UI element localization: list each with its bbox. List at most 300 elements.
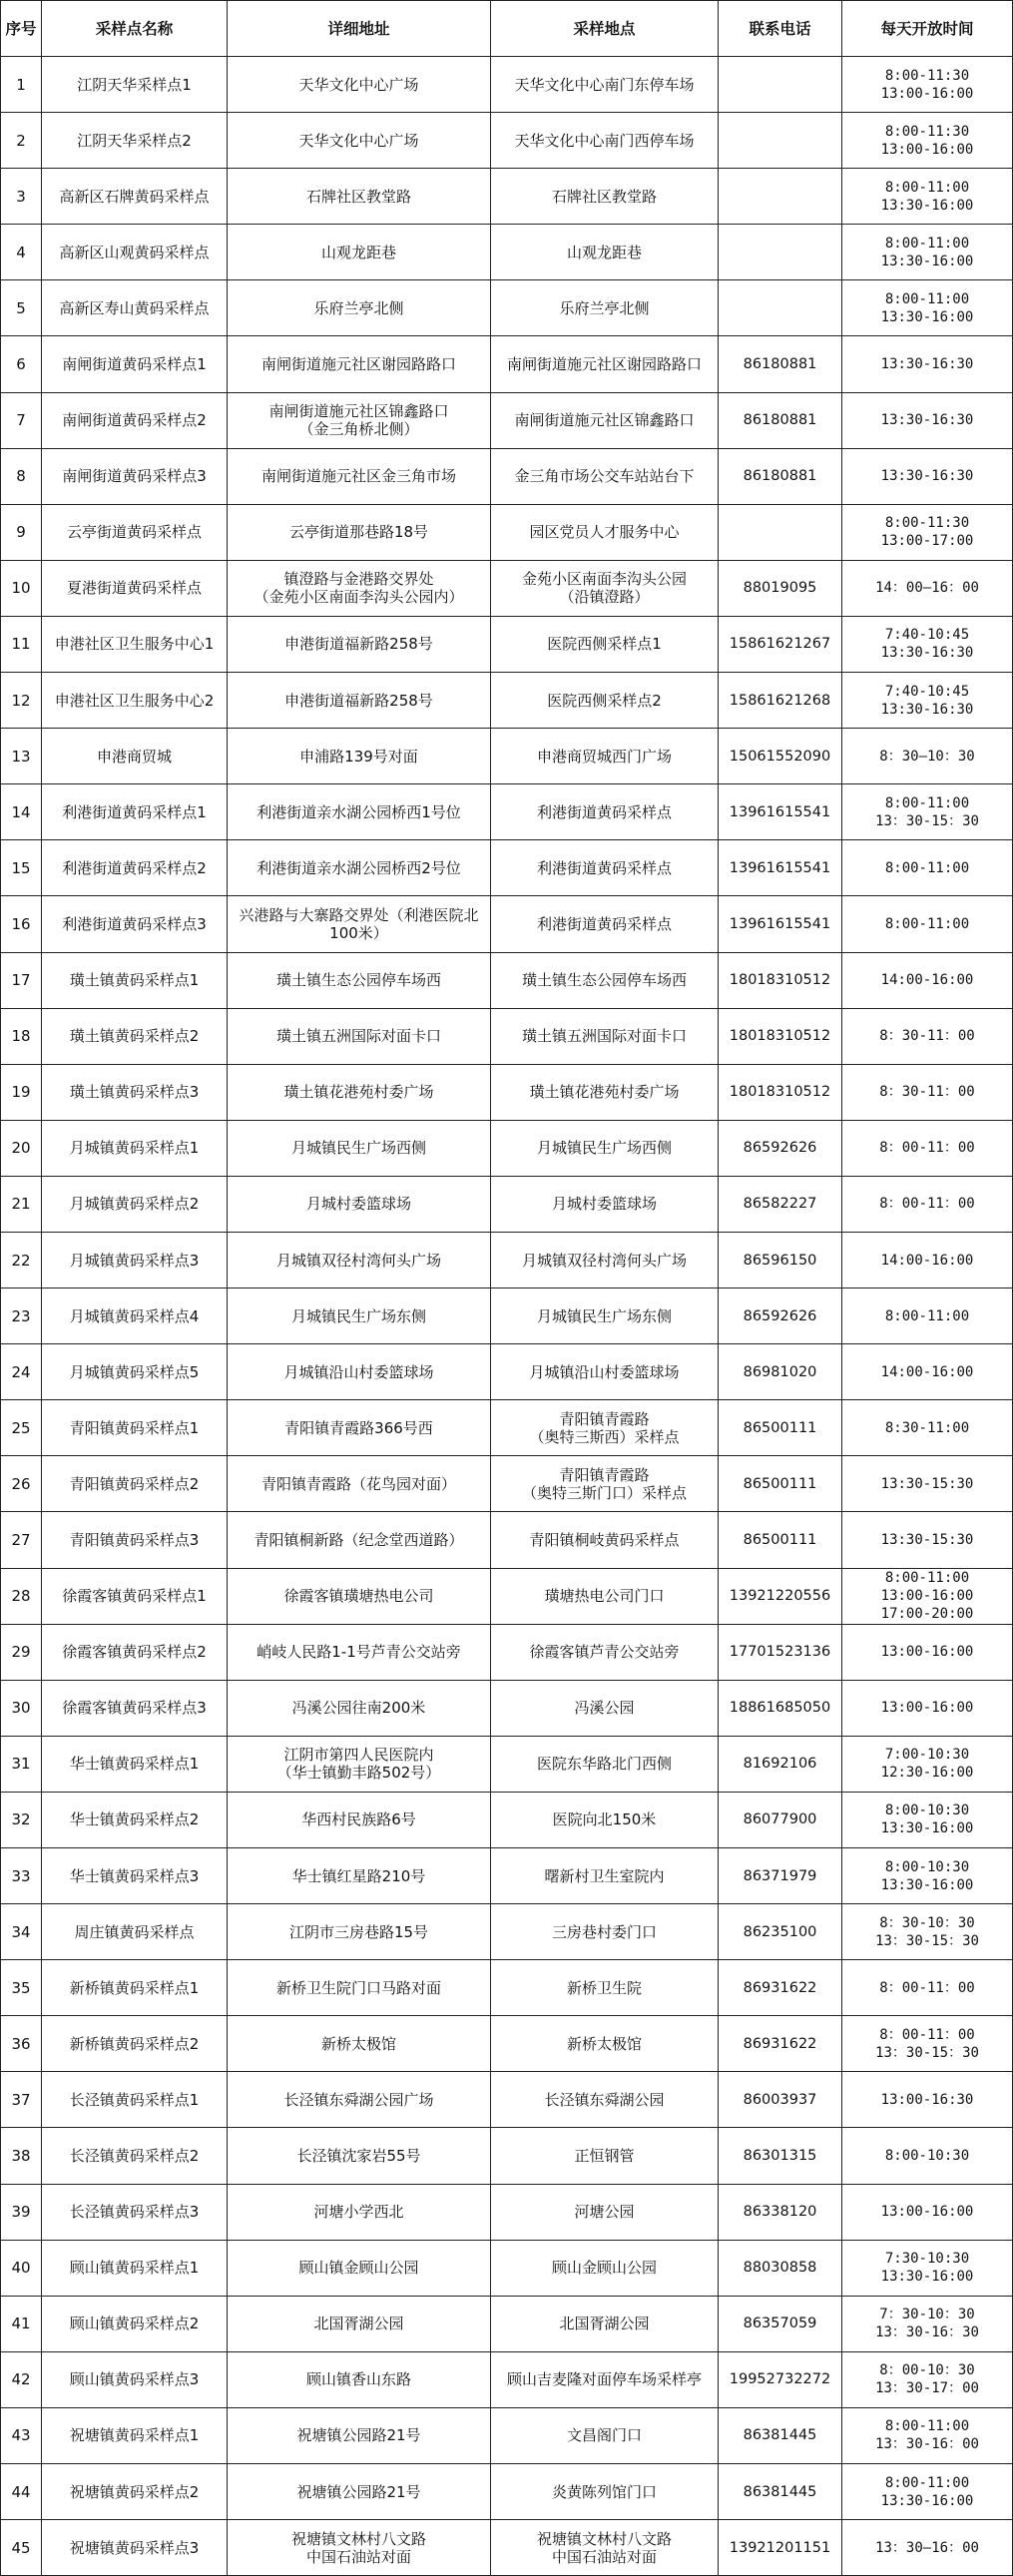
location-cell: 北国胥湖公园 [491, 2296, 719, 2351]
location-cell: 南闸街道施元社区锦鑫路口 [491, 392, 719, 448]
phone-cell: 86301315 [719, 2128, 842, 2184]
table-row [1, 1456, 1013, 1512]
address-cell: 江阴市第四人民医院内 （华士镇勤丰路502号） [228, 1736, 491, 1792]
table-row [1, 1064, 1013, 1120]
table-row [1, 169, 1013, 225]
site-name-cell: 月城镇黄码采样点3 [42, 1232, 228, 1288]
phone-cell: 86931622 [719, 2016, 842, 2072]
location-cell: 乐府兰亭北侧 [491, 280, 719, 336]
site-name-cell: 华士镇黄码采样点2 [42, 1792, 228, 1847]
site-name-cell: 新桥镇黄码采样点1 [42, 1960, 228, 2016]
phone-cell: 86357059 [719, 2296, 842, 2351]
site-name-cell: 华士镇黄码采样点3 [42, 1848, 228, 1904]
address-cell: 江阴市三房巷路15号 [228, 1904, 491, 1960]
hours-cell: 8:00-11:00 13：30-16：00 [842, 2407, 1013, 2463]
location-cell: 月城镇双径村湾何头广场 [491, 1232, 719, 1288]
hours-cell: 8：00-11：00 [842, 1960, 1013, 2016]
site-name-cell: 申港商贸城 [42, 729, 228, 784]
table-row [1, 1848, 1013, 1904]
hours-cell: 13:30-16:30 [842, 336, 1013, 392]
location-cell: 新桥卫生院 [491, 1960, 719, 2016]
location-cell: 园区党员人才服务中心 [491, 504, 719, 560]
row-number-cell: 40 [1, 2240, 42, 2296]
table-row [1, 616, 1013, 672]
hours-cell: 8:00-10:30 13:30-16:00 [842, 1848, 1013, 1904]
address-cell: 祝塘镇文林村八文路 中国石油站对面 [228, 2520, 491, 2576]
site-name-cell: 祝塘镇黄码采样点2 [42, 2464, 228, 2520]
address-cell: 冯溪公园往南200米 [228, 1680, 491, 1736]
row-number-cell: 3 [1, 169, 42, 225]
phone-cell: 13921220556 [719, 1568, 842, 1624]
hours-cell: 8：00-10：30 13：30-17：00 [842, 2351, 1013, 2407]
hours-cell: 8:00-11:00 [842, 1288, 1013, 1344]
location-cell: 利港街道黄码采样点 [491, 840, 719, 896]
table-row [1, 1512, 1013, 1568]
table-row [1, 1736, 1013, 1792]
header-no: 序号 [1, 1, 42, 57]
site-name-cell: 祝塘镇黄码采样点1 [42, 2407, 228, 2463]
site-name-cell: 高新区寿山黄码采样点 [42, 280, 228, 336]
row-number-cell: 15 [1, 840, 42, 896]
table-row [1, 2184, 1013, 2240]
site-name-cell: 南闸街道黄码采样点1 [42, 336, 228, 392]
address-cell: 兴港路与大寨路交界处（利港医院北 100米） [228, 896, 491, 952]
address-cell: 利港街道亲水湖公园桥西1号位 [228, 784, 491, 840]
table-row [1, 113, 1013, 169]
row-number-cell: 31 [1, 1736, 42, 1792]
row-number-cell: 36 [1, 2016, 42, 2072]
phone-cell [719, 113, 842, 169]
hours-cell: 8:00-11:30 13:00-16:00 [842, 57, 1013, 113]
phone-cell: 13961615541 [719, 840, 842, 896]
row-number-cell: 22 [1, 1232, 42, 1288]
hours-cell: 13:30-15:30 [842, 1456, 1013, 1512]
location-cell: 山观龙距巷 [491, 225, 719, 280]
address-cell: 顾山镇金顾山公园 [228, 2240, 491, 2296]
phone-cell: 15861621267 [719, 616, 842, 672]
table-row [1, 2016, 1013, 2072]
location-cell: 月城镇沿山村委篮球场 [491, 1344, 719, 1400]
site-name-cell: 徐霞客镇黄码采样点2 [42, 1624, 228, 1680]
table-row [1, 57, 1013, 113]
site-name-cell: 南闸街道黄码采样点3 [42, 448, 228, 504]
location-cell: 医院向北150米 [491, 1792, 719, 1847]
address-cell: 璜土镇生态公园停车场西 [228, 952, 491, 1008]
site-name-cell: 华士镇黄码采样点1 [42, 1736, 228, 1792]
hours-cell: 13:30-15:30 [842, 1512, 1013, 1568]
address-cell: 祝塘镇公园路21号 [228, 2407, 491, 2463]
row-number-cell: 9 [1, 504, 42, 560]
phone-cell: 86180881 [719, 448, 842, 504]
phone-cell: 86338120 [719, 2184, 842, 2240]
site-name-cell: 新桥镇黄码采样点2 [42, 2016, 228, 2072]
table-row [1, 1120, 1013, 1176]
phone-cell: 86592626 [719, 1288, 842, 1344]
address-cell: 华士镇红星路210号 [228, 1848, 491, 1904]
row-number-cell: 37 [1, 2072, 42, 2128]
phone-cell: 15861621268 [719, 673, 842, 729]
header-name: 采样点名称 [42, 1, 228, 57]
address-cell: 月城村委篮球场 [228, 1176, 491, 1232]
address-cell: 徐霞客镇璜塘热电公司 [228, 1568, 491, 1624]
table-row [1, 2296, 1013, 2351]
phone-cell: 86077900 [719, 1792, 842, 1847]
phone-cell: 18861685050 [719, 1680, 842, 1736]
phone-cell: 86592626 [719, 1120, 842, 1176]
site-name-cell: 月城镇黄码采样点5 [42, 1344, 228, 1400]
site-name-cell: 申港社区卫生服务中心1 [42, 616, 228, 672]
address-cell: 新桥卫生院门口马路对面 [228, 1960, 491, 2016]
header-address: 详细地址 [228, 1, 491, 57]
row-number-cell: 34 [1, 1904, 42, 1960]
location-cell: 金苑小区南面李沟头公园 （沿镇澄路） [491, 560, 719, 616]
table-row [1, 2407, 1013, 2463]
location-cell: 冯溪公园 [491, 1680, 719, 1736]
location-cell: 顾山吉麦隆对面停车场采样亭 [491, 2351, 719, 2407]
row-number-cell: 6 [1, 336, 42, 392]
address-cell: 月城镇民生广场西侧 [228, 1120, 491, 1176]
site-name-cell: 高新区山观黄码采样点 [42, 225, 228, 280]
table-header [1, 1, 1013, 57]
phone-cell: 86500111 [719, 1400, 842, 1456]
phone-cell: 86371979 [719, 1848, 842, 1904]
hours-cell: 13:30-16:30 [842, 448, 1013, 504]
header-phone: 联系电话 [719, 1, 842, 57]
hours-cell: 8：00-11：00 13：30-15：30 [842, 2016, 1013, 2072]
hours-cell: 8:00-11:30 13:00-17:00 [842, 504, 1013, 560]
phone-cell: 81692106 [719, 1736, 842, 1792]
site-name-cell: 申港社区卫生服务中心2 [42, 673, 228, 729]
row-number-cell: 17 [1, 952, 42, 1008]
location-cell: 月城镇民生广场西侧 [491, 1120, 719, 1176]
hours-cell: 8:00-10:30 13:30-16:00 [842, 1792, 1013, 1847]
address-cell: 南闸街道施元社区金三角市场 [228, 448, 491, 504]
location-cell: 璜塘热电公司门口 [491, 1568, 719, 1624]
table-row [1, 504, 1013, 560]
row-number-cell: 11 [1, 616, 42, 672]
phone-cell: 18018310512 [719, 952, 842, 1008]
location-cell: 新桥太极馆 [491, 2016, 719, 2072]
hours-cell: 8:00-11:00 13：30-15：30 [842, 784, 1013, 840]
phone-cell: 86235100 [719, 1904, 842, 1960]
phone-cell: 17701523136 [719, 1624, 842, 1680]
address-cell: 北国胥湖公园 [228, 2296, 491, 2351]
hours-cell: 13:00-16:30 [842, 2072, 1013, 2128]
hours-cell: 7:40-10:45 13:30-16:30 [842, 673, 1013, 729]
site-name-cell: 江阴天华采样点1 [42, 57, 228, 113]
table-row [1, 1400, 1013, 1456]
address-cell: 南闸街道施元社区锦鑫路口 （金三角桥北侧） [228, 392, 491, 448]
row-number-cell: 41 [1, 2296, 42, 2351]
phone-cell: 86596150 [719, 1232, 842, 1288]
location-cell: 利港街道黄码采样点 [491, 896, 719, 952]
hours-cell: 8:00-11:30 13:00-16:00 [842, 113, 1013, 169]
location-cell: 天华文化中心南门西停车场 [491, 113, 719, 169]
address-cell: 云亭街道那巷路18号 [228, 504, 491, 560]
header-location: 采样地点 [491, 1, 719, 57]
location-cell: 河塘公园 [491, 2184, 719, 2240]
row-number-cell: 35 [1, 1960, 42, 2016]
hours-cell: 8:00-11:00 13:30-16:00 [842, 169, 1013, 225]
phone-cell: 86381445 [719, 2407, 842, 2463]
address-cell: 长泾镇沈家岩55号 [228, 2128, 491, 2184]
table-row [1, 225, 1013, 280]
location-cell: 月城村委篮球场 [491, 1176, 719, 1232]
table-row [1, 560, 1013, 616]
row-number-cell: 21 [1, 1176, 42, 1232]
row-number-cell: 33 [1, 1848, 42, 1904]
address-cell: 南闸街道施元社区谢园路路口 [228, 336, 491, 392]
location-cell: 璜土镇生态公园停车场西 [491, 952, 719, 1008]
table-row [1, 448, 1013, 504]
phone-cell: 86981020 [719, 1344, 842, 1400]
location-cell: 医院西侧采样点2 [491, 673, 719, 729]
address-cell: 申港街道福新路258号 [228, 616, 491, 672]
location-cell: 青阳镇青霞路 （奥特三斯门口）采样点 [491, 1456, 719, 1512]
hours-cell: 8:00-11:00 13:30-16:00 [842, 280, 1013, 336]
address-cell: 青阳镇桐新路（纪念堂西道路） [228, 1512, 491, 1568]
address-cell: 璜土镇花港苑村委广场 [228, 1064, 491, 1120]
phone-cell [719, 57, 842, 113]
location-cell: 徐霞客镇芦青公交站旁 [491, 1624, 719, 1680]
address-cell: 峭岐人民路1-1号芦青公交站旁 [228, 1624, 491, 1680]
site-name-cell: 祝塘镇黄码采样点3 [42, 2520, 228, 2576]
table-row [1, 2240, 1013, 2296]
address-cell: 天华文化中心广场 [228, 57, 491, 113]
phone-cell [719, 225, 842, 280]
row-number-cell: 25 [1, 1400, 42, 1456]
phone-cell: 86931622 [719, 1960, 842, 2016]
phone-cell: 18018310512 [719, 1064, 842, 1120]
location-cell: 医院西侧采样点1 [491, 616, 719, 672]
location-cell: 医院东华路北门西侧 [491, 1736, 719, 1792]
site-name-cell: 周庄镇黄码采样点 [42, 1904, 228, 1960]
address-cell: 青阳镇青霞路366号西 [228, 1400, 491, 1456]
address-cell: 璜土镇五洲国际对面卡口 [228, 1008, 491, 1064]
hours-cell: 8：00-11：00 [842, 1176, 1013, 1232]
address-cell: 华西村民族路6号 [228, 1792, 491, 1847]
site-name-cell: 顾山镇黄码采样点2 [42, 2296, 228, 2351]
hours-cell: 13:30-16:30 [842, 392, 1013, 448]
site-name-cell: 青阳镇黄码采样点1 [42, 1400, 228, 1456]
hours-cell: 7:00-10:30 12:30-16:00 [842, 1736, 1013, 1792]
table-row [1, 2128, 1013, 2184]
phone-cell: 18018310512 [719, 1008, 842, 1064]
location-cell: 利港街道黄码采样点 [491, 784, 719, 840]
row-number-cell: 32 [1, 1792, 42, 1847]
phone-cell [719, 169, 842, 225]
location-cell: 石牌社区教堂路 [491, 169, 719, 225]
address-cell: 月城镇沿山村委篮球场 [228, 1344, 491, 1400]
table-row [1, 2464, 1013, 2520]
site-name-cell: 高新区石牌黄码采样点 [42, 169, 228, 225]
phone-cell: 86381445 [719, 2464, 842, 2520]
row-number-cell: 29 [1, 1624, 42, 1680]
hours-cell: 14：00—16：00 [842, 560, 1013, 616]
row-number-cell: 5 [1, 280, 42, 336]
location-cell: 南闸街道施元社区谢园路路口 [491, 336, 719, 392]
site-name-cell: 月城镇黄码采样点1 [42, 1120, 228, 1176]
location-cell: 申港商贸城西门广场 [491, 729, 719, 784]
hours-cell: 8：30-10：30 13：30-15：30 [842, 1904, 1013, 1960]
site-name-cell: 利港街道黄码采样点1 [42, 784, 228, 840]
site-name-cell: 月城镇黄码采样点4 [42, 1288, 228, 1344]
phone-cell: 86180881 [719, 392, 842, 448]
row-number-cell: 19 [1, 1064, 42, 1120]
site-name-cell: 青阳镇黄码采样点3 [42, 1512, 228, 1568]
row-number-cell: 1 [1, 57, 42, 113]
site-name-cell: 月城镇黄码采样点2 [42, 1176, 228, 1232]
table-row [1, 729, 1013, 784]
table-row [1, 1008, 1013, 1064]
phone-cell: 19952732272 [719, 2351, 842, 2407]
site-name-cell: 顾山镇黄码采样点3 [42, 2351, 228, 2407]
address-cell: 月城镇民生广场东侧 [228, 1288, 491, 1344]
hours-cell: 8:00-11:00 [842, 840, 1013, 896]
location-cell: 三房巷村委门口 [491, 1904, 719, 1960]
row-number-cell: 4 [1, 225, 42, 280]
site-name-cell: 江阴天华采样点2 [42, 113, 228, 169]
table-row [1, 1960, 1013, 2016]
hours-cell: 7：30-10：30 13：30-16：30 [842, 2296, 1013, 2351]
row-number-cell: 14 [1, 784, 42, 840]
location-cell: 长泾镇东舜湖公园 [491, 2072, 719, 2128]
location-cell: 青阳镇桐岐黄码采样点 [491, 1512, 719, 1568]
address-cell: 新桥太极馆 [228, 2016, 491, 2072]
hours-cell: 13：30—16：00 [842, 2520, 1013, 2576]
table-row [1, 2520, 1013, 2576]
address-cell: 石牌社区教堂路 [228, 169, 491, 225]
table-row [1, 840, 1013, 896]
address-cell: 月城镇双径村湾何头广场 [228, 1232, 491, 1288]
hours-cell: 14:00-16:00 [842, 952, 1013, 1008]
location-cell: 顾山金顾山公园 [491, 2240, 719, 2296]
row-number-cell: 38 [1, 2128, 42, 2184]
table-row [1, 392, 1013, 448]
site-name-cell: 徐霞客镇黄码采样点3 [42, 1680, 228, 1736]
table-row [1, 673, 1013, 729]
phone-cell: 13961615541 [719, 896, 842, 952]
row-number-cell: 8 [1, 448, 42, 504]
address-cell: 顾山镇香山东路 [228, 2351, 491, 2407]
site-name-cell: 璜土镇黄码采样点3 [42, 1064, 228, 1120]
table-row [1, 952, 1013, 1008]
table-row [1, 2351, 1013, 2407]
address-cell: 天华文化中心广场 [228, 113, 491, 169]
location-cell: 文昌阁门口 [491, 2407, 719, 2463]
phone-cell: 15061552090 [719, 729, 842, 784]
hours-cell: 8：00-11：00 [842, 1120, 1013, 1176]
phone-cell: 86003937 [719, 2072, 842, 2128]
phone-cell: 86180881 [719, 336, 842, 392]
row-number-cell: 18 [1, 1008, 42, 1064]
site-name-cell: 利港街道黄码采样点2 [42, 840, 228, 896]
location-cell: 祝塘镇文林村八文路 中国石油站对面 [491, 2520, 719, 2576]
hours-cell: 14:00-16:00 [842, 1344, 1013, 1400]
phone-cell [719, 504, 842, 560]
site-name-cell: 南闸街道黄码采样点2 [42, 392, 228, 448]
row-number-cell: 20 [1, 1120, 42, 1176]
row-number-cell: 27 [1, 1512, 42, 1568]
site-name-cell: 长泾镇黄码采样点2 [42, 2128, 228, 2184]
row-number-cell: 7 [1, 392, 42, 448]
location-cell: 曙新村卫生室院内 [491, 1848, 719, 1904]
phone-cell: 86582227 [719, 1176, 842, 1232]
address-cell: 山观龙距巷 [228, 225, 491, 280]
phone-cell: 88030858 [719, 2240, 842, 2296]
row-number-cell: 2 [1, 113, 42, 169]
site-name-cell: 顾山镇黄码采样点1 [42, 2240, 228, 2296]
site-name-cell: 长泾镇黄码采样点1 [42, 2072, 228, 2128]
phone-cell: 86500111 [719, 1512, 842, 1568]
hours-cell: 13:00-16:00 [842, 2184, 1013, 2240]
address-cell: 申港街道福新路258号 [228, 673, 491, 729]
address-cell: 申浦路139号对面 [228, 729, 491, 784]
hours-cell: 8:00-11:00 13:30-16:00 [842, 225, 1013, 280]
row-number-cell: 13 [1, 729, 42, 784]
table-row [1, 1344, 1013, 1400]
location-cell: 正恒钢管 [491, 2128, 719, 2184]
hours-cell: 13:00-16:00 [842, 1680, 1013, 1736]
row-number-cell: 42 [1, 2351, 42, 2407]
phone-cell: 86500111 [719, 1456, 842, 1512]
hours-cell: 7:40-10:45 13:30-16:30 [842, 616, 1013, 672]
table-row [1, 1792, 1013, 1847]
row-number-cell: 44 [1, 2464, 42, 2520]
phone-cell: 88019095 [719, 560, 842, 616]
row-number-cell: 16 [1, 896, 42, 952]
table-row [1, 1288, 1013, 1344]
site-name-cell: 璜土镇黄码采样点2 [42, 1008, 228, 1064]
site-name-cell: 璜土镇黄码采样点1 [42, 952, 228, 1008]
address-cell: 利港街道亲水湖公园桥西2号位 [228, 840, 491, 896]
location-cell: 璜土镇五洲国际对面卡口 [491, 1008, 719, 1064]
row-number-cell: 12 [1, 673, 42, 729]
table-row [1, 784, 1013, 840]
phone-cell: 13961615541 [719, 784, 842, 840]
address-cell: 长泾镇东舜湖公园广场 [228, 2072, 491, 2128]
hours-cell: 8：30-11：00 [842, 1008, 1013, 1064]
table-row [1, 280, 1013, 336]
hours-cell: 8:30-11:00 [842, 1400, 1013, 1456]
hours-cell: 14:00-16:00 [842, 1232, 1013, 1288]
hours-cell: 8：30—10：30 [842, 729, 1013, 784]
hours-cell: 8：30-11：00 [842, 1064, 1013, 1120]
phone-cell [719, 280, 842, 336]
table-body [1, 57, 1013, 2576]
table-row [1, 1176, 1013, 1232]
site-name-cell: 云亭街道黄码采样点 [42, 504, 228, 560]
row-number-cell: 30 [1, 1680, 42, 1736]
address-cell: 河塘小学西北 [228, 2184, 491, 2240]
table-row [1, 1568, 1013, 1624]
header-hours: 每天开放时间 [842, 1, 1013, 57]
table-row [1, 1232, 1013, 1288]
hours-cell: 13:00-16:00 [842, 1624, 1013, 1680]
table-row [1, 896, 1013, 952]
row-number-cell: 28 [1, 1568, 42, 1624]
hours-cell: 8:00-10:30 [842, 2128, 1013, 2184]
hours-cell: 8:00-11:00 13:30-16:00 [842, 2464, 1013, 2520]
row-number-cell: 23 [1, 1288, 42, 1344]
row-number-cell: 45 [1, 2520, 42, 2576]
row-number-cell: 43 [1, 2407, 42, 2463]
hours-cell: 8:00-11:00 13:00-16:00 17:00-20:00 [842, 1568, 1013, 1624]
address-cell: 祝塘镇公园路21号 [228, 2464, 491, 2520]
row-number-cell: 26 [1, 1456, 42, 1512]
location-cell: 月城镇民生广场东侧 [491, 1288, 719, 1344]
address-cell: 青阳镇青霞路（花鸟园对面） [228, 1456, 491, 1512]
